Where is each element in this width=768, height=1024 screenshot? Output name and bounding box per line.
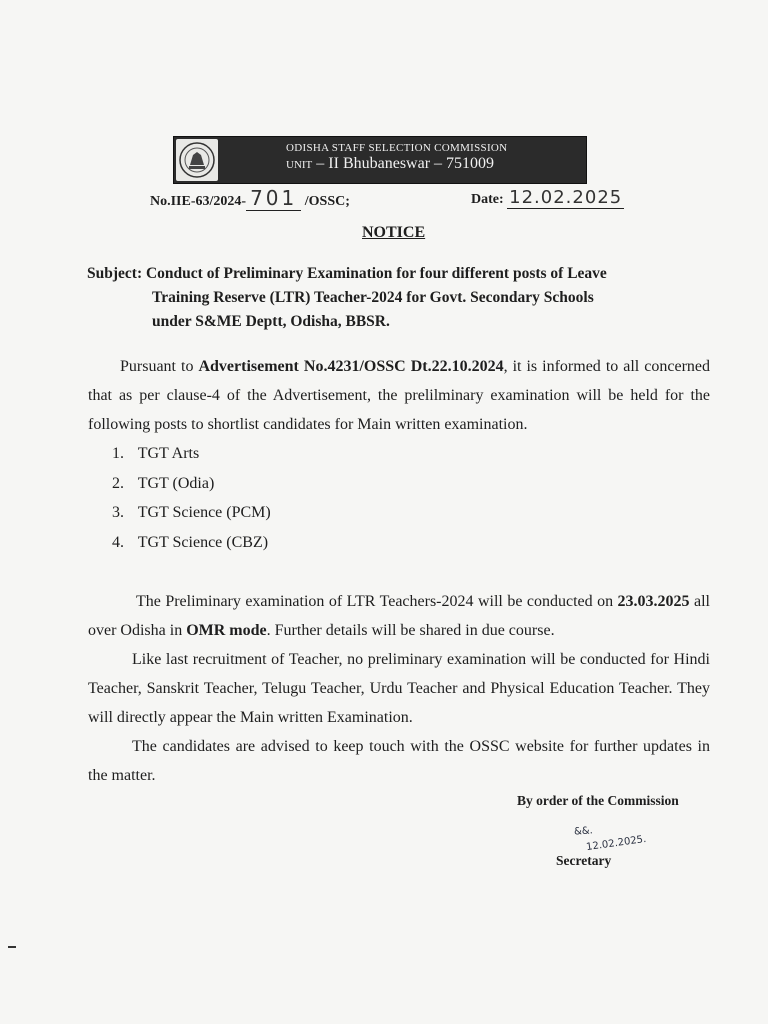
reference-number: No.IIE-63/2024- 701 /OSSC; (150, 186, 350, 210)
secretary-title: Secretary (556, 853, 612, 868)
signature-date: 12.02.2025. (585, 833, 647, 854)
handwritten-date: 12.02.2025 (509, 187, 623, 208)
notice-date: Date: 12.02.2025 (471, 187, 623, 208)
exam-date: 23.03.2025 (617, 593, 690, 610)
paragraph-advice: The candidates are advised to keep touch with the OSSC website for further updates in the matter. (88, 738, 710, 784)
list-item: 3. TGT Science (PCM) (112, 504, 271, 521)
subject-line-3: under S&ME Deptt, Odisha, BBSR. (152, 313, 390, 330)
handwritten-number: 701 (246, 186, 301, 211)
subject-block (87, 262, 717, 334)
signature-initials: &&. (573, 825, 594, 838)
subject-line-1: Conduct of Preliminary Examination for four different posts of Leave (145, 265, 607, 282)
paragraph-advertisement: Pursuant to Advertisement No.4231/OSSC Dt.22.10.2024, it is informed to all concerned that as per clause-4 of the Advertisement, the prelilminary examination will be held for the following posts to shortlist candidates for Main written examination. (88, 358, 710, 433)
exam-mode: OMR mode (186, 622, 267, 639)
list-item: 4. TGT Science (CBZ) (112, 533, 269, 551)
notice-heading: NOTICE (362, 224, 426, 241)
signoff: By order of the Commission (517, 793, 679, 808)
subject-line-2: Training Reserve (LTR) Teacher-2024 for Govt. Secondary Schools (152, 289, 594, 306)
scan-mark (8, 946, 16, 948)
list-item: 1. TGT Arts (112, 445, 200, 462)
advertisement-reference: Advertisement No.4231/OSSC Dt.22.10.2024 (198, 358, 504, 375)
unit-address: UNIT – II Bhubaneswar – 751009 (286, 155, 495, 172)
list-item: 2. TGT (Odia) (112, 474, 215, 492)
emblem-icon (176, 139, 218, 181)
org-name: ODISHA STAFF SELECTION COMMISSION (286, 142, 508, 154)
letterhead-banner (173, 136, 587, 184)
paragraph-exam-date: The Preliminary examination of LTR Teachers-2024 will be conducted on 23.03.2025 all over Odisha in OMR mode. Further details will be shared in due course. (88, 593, 710, 639)
posts-list (112, 439, 271, 557)
paragraph-exemptions: Like last recruitment of Teacher, no preliminary examination will be conducted for Hindi Teacher, Sanskrit Teacher, Telugu Teacher, Urdu Teacher and Physical Education Teacher. They will directly appear the Main written Examination. (88, 651, 710, 726)
subject-label: Subject: (87, 265, 143, 282)
